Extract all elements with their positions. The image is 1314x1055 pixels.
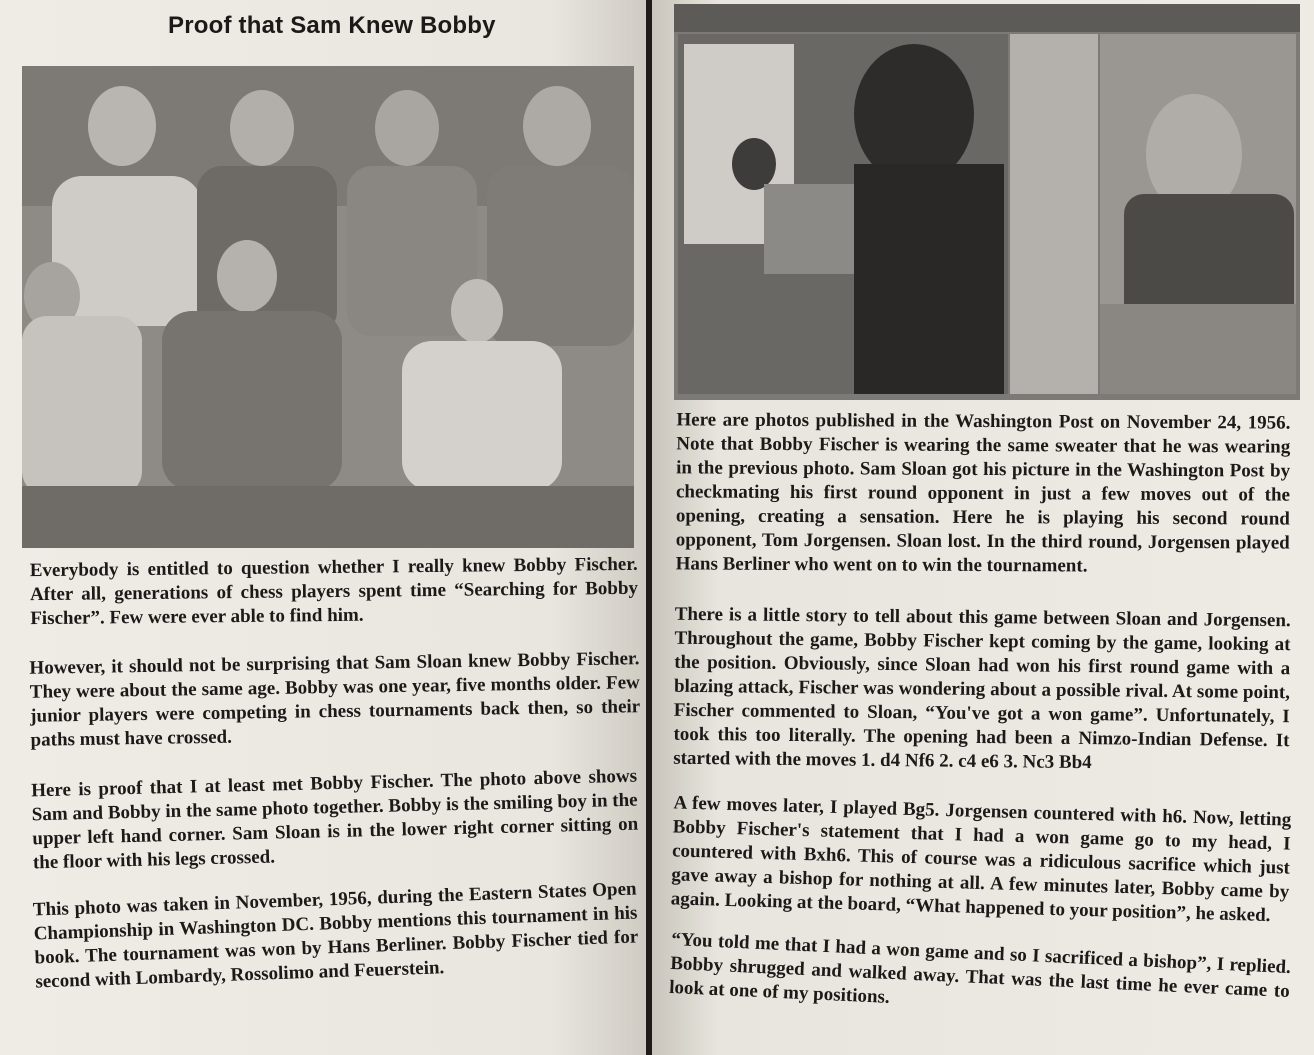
paragraph-2: However, it should not be surprising that Sam Sloan knew Bobby Fischer. They were about the same age. Bobby was one year, five months older. Few junior players were competing in chess tournaments back then, so their paths must have crossed. <box>29 648 641 751</box>
paragraph-1: Everybody is entitled to question whether I really knew Bobby Fischer. After all, generations of chess players spent time “Searching for Bobby Fischer”. Few were ever able to find him. <box>29 553 639 630</box>
left-page <box>0 0 648 1055</box>
paragraph-3: Here is proof that I at least met Bobby Fischer. The photo above shows Sam and Bobby in the same photo together. Bobby is the smiling boy in the upper left hand corner. Sam Sloan is in the lower right corner sitting on the floor with his legs crossed. <box>30 765 639 874</box>
page-title: Proof that Sam Knew Bobby <box>168 12 496 39</box>
paragraph-6: There is a little story to tell about this game between Sloan and Jorgensen. Throughout the game, Bobby Fischer kept coming by the game, looking at the position. Obviously, since Sloan had won his first round game with a blazing attack, Fischer was wondering about a possible rival. At some point, Fischer commented to Sloan, “You've got a won game”. Unfortunately, I took this too literally. The opening had been a Nimzo-Indian Defense. It started with the moves 1. d4 Nf6 2. c4 e6 3. Nc3 Bb4 <box>673 603 1291 774</box>
group-photo <box>22 66 634 548</box>
paragraph-7: A few moves later, I played Bg5. Jorgensen countered with h6. Now, letting Bobby Fischer's statement that I had a won game go to my head, I countered with Bxh6. This of course was a ridiculous sacrifice which just gave away a bishop for nothing at all. A few minutes later, Bobby came by again. Looking at the board, “What happened to your position”, he asked. <box>670 792 1292 927</box>
paragraph-5: Here are photos published in the Washington Post on November 24, 1956. Note that Bobby Fischer is wearing the same sweater that he was wearing in the previous photo. Sam Sloan got his picture in the Washington Post by checkmating his first round opponent in just a few moves out of the opening, creating a sensation. Here he is playing his second round opponent, Tom Jorgensen. Sloan lost. In the third round, Jorgensen played Hans Berliner who went on to win the tournament. <box>675 409 1291 577</box>
right-page <box>652 0 1314 1055</box>
paragraph-4: This photo was taken in November, 1956, during the Eastern States Open Championship in Washington DC. Bobby mentions this tournament in his book. The tournament was won by Hans Berliner. Bobby Fischer tied for second with Lombardy, Rossolimo and Feuerstein. <box>32 878 639 993</box>
paragraph-8: “You told me that I had a won game and so I sacrificed a bishop”, I replied. Bobby shrugged and walked away. That was the last time he ever came to look at one of my positions. <box>668 928 1292 1008</box>
newspaper-clipping <box>674 4 1300 400</box>
